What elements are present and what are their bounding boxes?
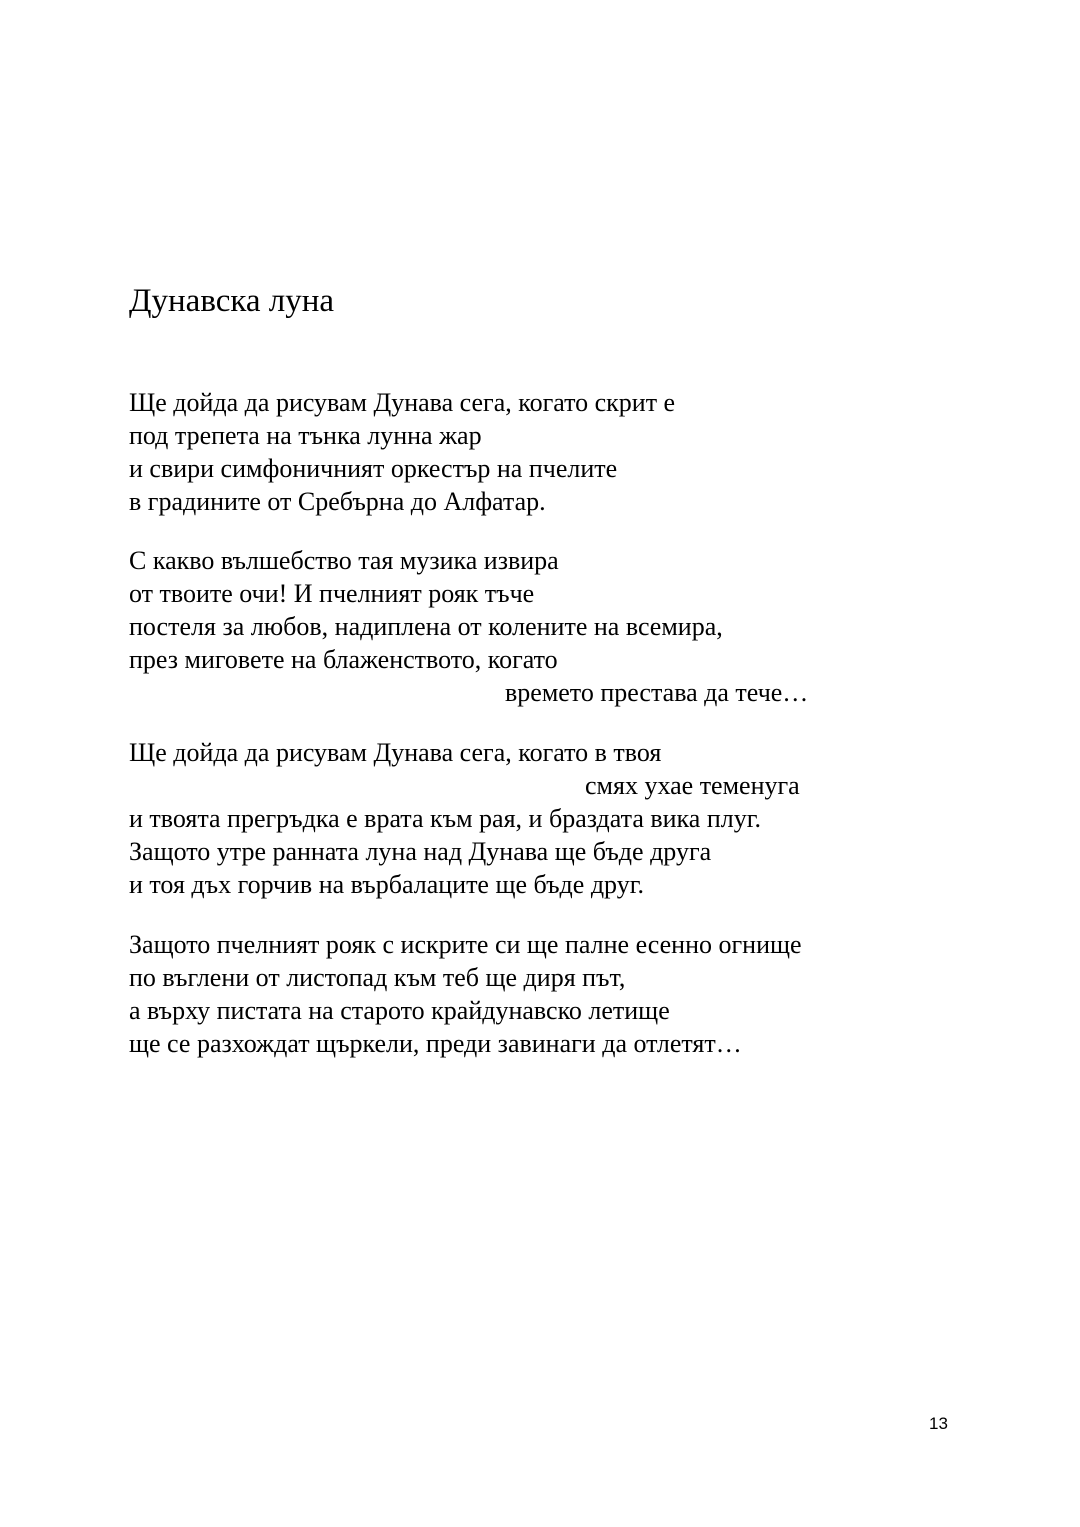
poem-line: и твоята прегръдка е врата към рая, и браздата вика плуг. <box>129 804 761 833</box>
poem-line-indented: времето престава да тече… <box>505 678 809 707</box>
page-number: 13 <box>929 1414 948 1433</box>
poem-line: през миговете на блаженството, когато <box>129 645 558 674</box>
poem-line: в градините от Сребърна до Алфатар. <box>129 487 546 516</box>
poem-line: С какво вълшебство тая музика извира <box>129 546 559 575</box>
poem-line: Ще дойда да рисувам Дунава сега, когато в твоя <box>129 738 662 767</box>
poem-line: а върху пистата на старото крайдунавско летище <box>129 996 670 1025</box>
poem-line-indented: смях ухае теменуга <box>585 771 800 800</box>
poem-line: и тоя дъх горчив на върбалаците ще бъде друг. <box>129 870 644 899</box>
poem-line: по въглени от листопад към теб ще диря път, <box>129 963 626 992</box>
stanza-1 <box>129 386 1009 518</box>
stanza-4 <box>129 928 1009 1060</box>
poem-line: Защото пчелният рояк с искрите си ще палне есенно огнище <box>129 930 802 959</box>
stanza-2 <box>129 544 1009 709</box>
poem-line: от твоите очи! И пчелният рояк тъче <box>129 579 535 608</box>
poem-line: и свири симфоничният оркестър на пчелите <box>129 454 618 483</box>
poem-line: Защото утре ранната луна над Дунава ще бъде друга <box>129 837 712 866</box>
poem-line: Ще дойда да рисувам Дунава сега, когато скрит е <box>129 388 676 417</box>
poem-line: под трепета на тънка лунна жар <box>129 421 482 450</box>
poem-line: ще се разхождат щъркели, преди завинаги да отлетят… <box>129 1029 742 1058</box>
poem-title: Дунавска луна <box>129 283 335 319</box>
poem-line: постеля за любов, надиплена от колените на всемира, <box>129 612 723 641</box>
stanza-3 <box>129 736 1009 901</box>
